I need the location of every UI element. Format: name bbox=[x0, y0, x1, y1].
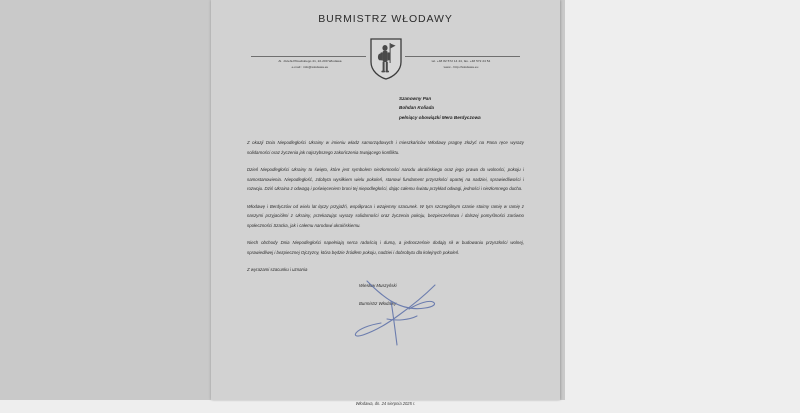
closing-salutation: Z wyrazami szacunku i uznania bbox=[247, 267, 308, 272]
letterhead-title: BURMISTRZ WŁODAWY bbox=[318, 13, 453, 25]
letterhead-rule-right bbox=[405, 56, 520, 57]
letterhead-address-left bbox=[253, 59, 367, 70]
signer-name: Wiesław Muszyński bbox=[359, 283, 397, 288]
document-page[interactable] bbox=[211, 0, 560, 406]
letterhead-rule-left bbox=[251, 56, 366, 57]
document-place-date: Włodawa, dn. 24 sierpnia 2025 r. bbox=[355, 401, 416, 406]
wlodawa-coat-of-arms-icon bbox=[369, 38, 403, 80]
letter-paragraph: Dzień Niepodległości Ukrainy to święto, które jest symbolem niezłomności narodu ukraińskiego oraz jego prawa do wolności, pokoju i samostanowienia. Niepodległość, zdobyta wysiłkiem wielu pokoleń, stanowi fundament przyszłości opartej na nadziei, sprawiedliwości i rozwoju. Dziś Ukraina z odwagą i poświęceniem broni tej niepodległości, dając całemu światu przykład odwagi, jedności i niezłomnego ducha. bbox=[247, 167, 524, 192]
letterhead-www: www - http://wlodawa.eu bbox=[443, 64, 479, 69]
letterhead-block bbox=[247, 36, 524, 80]
addressee-role: pełniący obowiązki Mera Berdyczowa bbox=[399, 114, 481, 120]
letterhead-phone: tel. +48 82 572 14 44, fax. +48 572 24 54 bbox=[431, 59, 491, 63]
signature-block bbox=[247, 283, 524, 345]
letter-paragraph: Niech obchody Dnia Niepodległości napełniają serca radością i dumą, a jednocześnie dodają sił w budowaniu przyszłości wolnej, sprawiedliwej i bezpiecznej Ojczyzny, która będzie źródłem pokoju, nadziei i dobrobytu dla kolejnych pokoleń. bbox=[247, 240, 524, 255]
letter-paragraph: Z okazji Dnia Niepodległości Ukrainy w imieniu władz samorządowych i mieszkańców Włodawy pragnę złożyć na Pana ręce wyrazy solidarności oraz życzenia jak najszybszego zakończenia trwającego konfliktu. bbox=[247, 140, 524, 155]
addressee-salutation: Szanowny Pan bbox=[399, 96, 432, 101]
letterhead-contact-right bbox=[404, 59, 518, 70]
letter-body bbox=[247, 138, 524, 257]
handwritten-signature-icon bbox=[347, 279, 477, 349]
letterhead-street: Al. Józefa Piłsudskiego 41, 22-200 Włodawa bbox=[278, 59, 342, 63]
letterhead-email: e-mail : info@wlodawa.eu bbox=[291, 64, 329, 69]
addressee-name: Bohdan Koliada bbox=[399, 105, 434, 111]
signer-role: Burmistrz Włodawy bbox=[359, 301, 397, 306]
addressee-block bbox=[399, 94, 524, 122]
letter-paragraph: Włodawę i Berdyczów od wielu lat łączy przyjaźń, współpraca i wzajemny szacunek. W tym szczególnym czasie stoimy ramię w ramię z naszymi przyjaciółmi z Ukrainy, przekazując wyrazy solidarności oraz życzenia pokoju, bezpieczeństwa i dalszej pomyślności zarówno społeczności Szacka, jak i całemu narodowi ukraińskiemu. bbox=[247, 203, 524, 228]
